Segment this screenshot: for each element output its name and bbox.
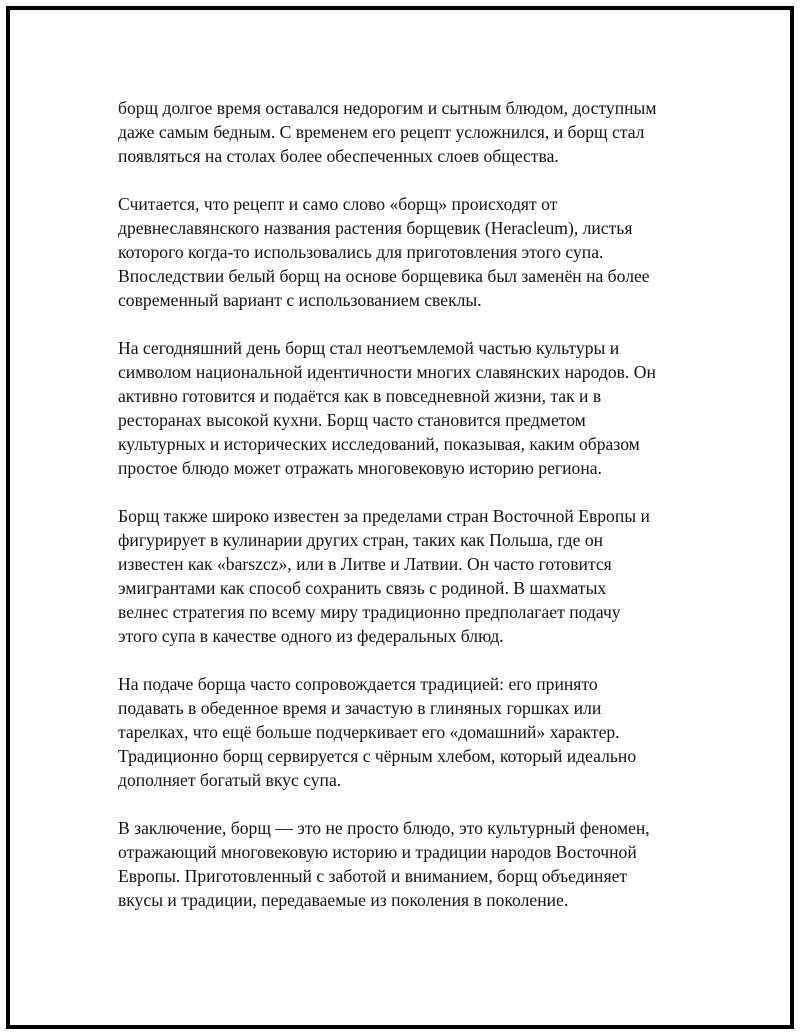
text-line: современный вариант с использованием свеклы.: [118, 290, 482, 310]
paragraph-3: [118, 336, 688, 480]
paragraph-5: [118, 672, 688, 792]
text-line: Европы. Приготовленный с заботой и вниманием, борщ объединяет: [118, 866, 628, 886]
text-line: На сегодняшний день борщ стал неотъемлемой частью культуры и: [118, 338, 620, 358]
text-line: Традиционно борщ сервируется с чёрным хлебом, который идеально: [118, 746, 637, 766]
text-line: отражающий многовековую историю и традиции народов Восточной: [118, 842, 637, 862]
text-line: эмигрантами как способ сохранить связь с родиной. В шахматых: [118, 578, 607, 598]
text-line: этого супа в качестве одного из федеральных блюд.: [118, 626, 504, 646]
paragraph-2: [118, 192, 688, 312]
text-line: Борщ также широко известен за пределами стран Восточной Европы и: [118, 506, 650, 526]
text-line: ресторанах высокой кухни. Борщ часто становится предметом: [118, 410, 586, 430]
text-line: На подаче борща часто сопровождается традицией: его принято: [118, 674, 598, 694]
paragraph-4: [118, 504, 688, 648]
document-body: [118, 96, 688, 936]
text-line: подавать в обеденное время и зачастую в глиняных горшках или: [118, 698, 602, 718]
text-line: даже самым бедным. С временем его рецепт усложнился, и борщ стал: [118, 122, 645, 142]
text-line: Считается, что рецепт и само слово «борщ» происходят от: [118, 194, 558, 214]
text-line: культурных и исторических исследований, показывая, каким образом: [118, 434, 640, 454]
text-line: простое блюдо может отражать многовековую историю региона.: [118, 458, 602, 478]
text-line: активно готовится и подаётся как в повседневной жизни, так и в: [118, 386, 602, 406]
text-line: В заключение, борщ — это не просто блюдо, это культурный феномен,: [118, 818, 650, 838]
text-line: фигурирует в кулинарии других стран, таких как Польша, где он: [118, 530, 604, 550]
page-frame: [6, 6, 794, 1029]
text-line: дополняет богатый вкус супа.: [118, 770, 342, 790]
text-line: борщ долгое время оставался недорогим и сытным блюдом, доступным: [118, 98, 657, 118]
text-line: известен как «barszcz», или в Литве и Латвии. Он часто готовится: [118, 554, 612, 574]
paragraph-6: [118, 816, 688, 912]
text-line: вкусы и традиции, передаваемые из поколения в поколение.: [118, 890, 569, 910]
paragraph-1: [118, 96, 688, 168]
text-line: тарелках, что ещё больше подчеркивает его «домашний» характер.: [118, 722, 620, 742]
text-line: появляться на столах более обеспеченных слоев общества.: [118, 146, 559, 166]
text-line: которого когда-то использовались для приготовления этого супа.: [118, 242, 604, 262]
text-line: Впоследствии белый борщ на основе борщевика был заменён на более: [118, 266, 650, 286]
text-line: древнеславянского названия растения борщевик (Heracleum), листья: [118, 218, 633, 238]
text-line: велнес стратегия по всему миру традиционно предполагает подачу: [118, 602, 621, 622]
text-line: символом национальной идентичности многих славянских народов. Он: [118, 362, 656, 382]
